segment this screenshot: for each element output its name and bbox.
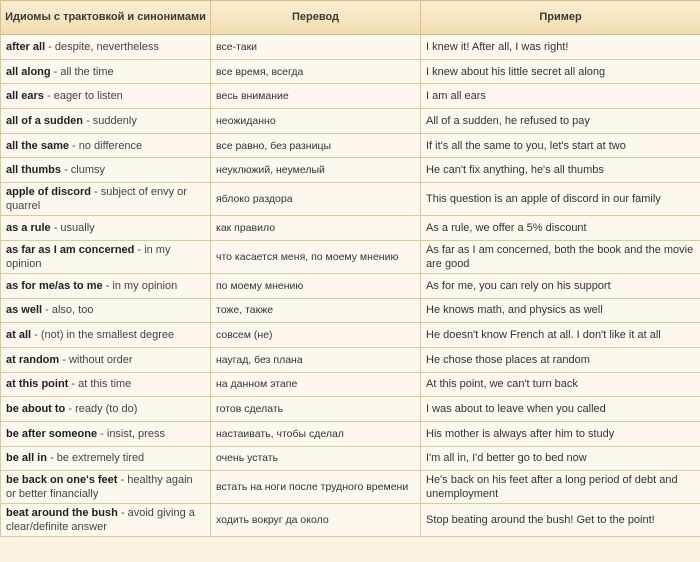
idiom-cell — [1, 471, 211, 504]
idiom-separator: - — [50, 65, 61, 78]
idiom-meaning: usually — [60, 221, 95, 234]
idiom-meaning: all the time — [60, 65, 114, 78]
idiom-text: at random — [6, 353, 60, 366]
idiom-separator: - — [68, 139, 79, 152]
table-row — [1, 133, 700, 158]
example-cell: All of a sudden, he refused to pay — [421, 109, 700, 134]
table-row — [1, 298, 700, 323]
idiom-cell — [1, 504, 211, 537]
idiom-separator: - — [50, 221, 61, 234]
idiom-cell — [1, 158, 211, 183]
idiom-text: as for me/as to me — [6, 279, 103, 292]
idiom-text: be all in — [6, 452, 47, 465]
idiom-separator: - — [117, 507, 128, 520]
translation-cell: все-таки — [211, 35, 421, 60]
table-row — [1, 273, 700, 298]
table-row — [1, 347, 700, 372]
idiom-separator: - — [83, 114, 93, 127]
example-cell: I knew about his little secret all along — [421, 59, 700, 84]
example-cell: I was about to leave when you called — [421, 397, 700, 422]
idiom-text: as far as I am concerned — [6, 243, 135, 256]
table-row — [1, 84, 700, 109]
table-row — [1, 216, 700, 241]
example-cell: He doesn't know French at all. I don't like it at all — [421, 323, 700, 348]
example-cell: He's back on his feet after a long period of debt and unemployment — [421, 471, 700, 504]
idiom-text: as well — [6, 304, 43, 317]
example-cell: As a rule, we offer a 5% discount — [421, 216, 700, 241]
translation-cell: яблоко раздора — [211, 183, 421, 216]
idiom-separator: - — [97, 427, 107, 440]
table-row — [1, 158, 700, 183]
header-idiom: Идиомы с трактовкой и синонимами — [1, 1, 211, 35]
idiom-meaning: subject of envy or quarrel — [6, 186, 187, 213]
idiom-separator: - — [102, 279, 113, 292]
translation-cell: все время, всегда — [211, 59, 421, 84]
idiom-cell — [1, 446, 211, 471]
table-body — [1, 35, 700, 537]
idiom-cell — [1, 59, 211, 84]
idiom-separator: - — [43, 90, 54, 103]
header-row — [1, 1, 700, 35]
idiom-meaning: no difference — [78, 139, 143, 152]
idiom-cell — [1, 298, 211, 323]
translation-cell: совсем (не) — [211, 323, 421, 348]
idiom-text: be about to — [6, 403, 66, 416]
table-row — [1, 446, 700, 471]
idiom-meaning: insist, press — [106, 427, 165, 440]
idiom-separator: - — [61, 164, 71, 177]
idiom-separator: - — [46, 452, 57, 465]
idiom-separator: - — [59, 353, 69, 366]
header-example: Пример — [421, 1, 700, 35]
example-cell: He knows math, and physics as well — [421, 298, 700, 323]
idiom-text: all thumbs — [6, 164, 62, 177]
idiom-meaning: without order — [68, 353, 133, 366]
example-cell: I'm all in, I'd better go to bed now — [421, 446, 700, 471]
table-row — [1, 471, 700, 504]
idiom-separator: - — [42, 304, 52, 317]
table-row — [1, 109, 700, 134]
idiom-meaning: in my opinion — [112, 279, 178, 292]
translation-cell: встать на ноги после трудного времени — [211, 471, 421, 504]
translation-cell: на данном этапе — [211, 372, 421, 397]
translation-cell: очень устать — [211, 446, 421, 471]
idiom-cell — [1, 273, 211, 298]
idiom-separator: - — [45, 40, 55, 53]
translation-cell: весь внимание — [211, 84, 421, 109]
idiom-cell — [1, 133, 211, 158]
example-cell: At this point, we can't turn back — [421, 372, 700, 397]
idiom-cell — [1, 347, 211, 372]
translation-cell: неожиданно — [211, 109, 421, 134]
translation-cell: готов сделать — [211, 397, 421, 422]
translation-cell: настаивать, чтобы сделал — [211, 421, 421, 446]
idiom-text: be after someone — [6, 427, 98, 440]
translation-cell: как правило — [211, 216, 421, 241]
idiom-separator: - — [65, 403, 76, 416]
idiom-meaning: eager to listen — [53, 90, 123, 103]
idiom-cell — [1, 240, 211, 273]
idiom-meaning: avoid giving a clear/definite answer — [6, 507, 195, 534]
idiom-text: at all — [6, 329, 32, 342]
idiom-separator: - — [90, 186, 101, 199]
idiom-meaning: also, too — [51, 304, 94, 317]
idiom-cell — [1, 323, 211, 348]
idiom-cell — [1, 397, 211, 422]
idiom-separator: - — [134, 243, 145, 256]
idiom-meaning: be extremely tired — [56, 452, 145, 465]
idiom-text: all along — [6, 65, 51, 78]
table-row — [1, 504, 700, 537]
idiom-text: as a rule — [6, 221, 51, 234]
example-cell: He chose those places at random — [421, 347, 700, 372]
table-row — [1, 397, 700, 422]
table-row — [1, 240, 700, 273]
idiom-separator: - — [68, 378, 79, 391]
table-row — [1, 183, 700, 216]
translation-cell: что касается меня, по моему мнению — [211, 240, 421, 273]
example-cell: This question is an apple of discord in our family — [421, 183, 700, 216]
example-cell: I knew it! After all, I was right! — [421, 35, 700, 60]
idiom-text: at this point — [6, 378, 69, 391]
idiom-text: all ears — [6, 90, 44, 103]
translation-cell: ходить вокруг да около — [211, 504, 421, 537]
table-row — [1, 59, 700, 84]
idiom-text: all of a sudden — [6, 114, 84, 127]
idiom-text: all the same — [6, 139, 69, 152]
idiom-text: apple of discord — [6, 186, 91, 199]
idiom-cell — [1, 84, 211, 109]
example-cell: As for me, you can rely on his support — [421, 273, 700, 298]
idiom-cell — [1, 421, 211, 446]
translation-cell: по моему мнению — [211, 273, 421, 298]
example-cell: If it's all the same to you, let's start at two — [421, 133, 700, 158]
idiom-meaning: healthy again or better financially — [6, 474, 193, 501]
table-row — [1, 372, 700, 397]
idiom-separator: - — [31, 329, 41, 342]
idiom-text: after all — [6, 40, 46, 53]
idiom-cell — [1, 109, 211, 134]
table-row — [1, 35, 700, 60]
translation-cell: тоже, также — [211, 298, 421, 323]
idiom-cell — [1, 216, 211, 241]
header-translation: Перевод — [211, 1, 421, 35]
idiom-meaning: despite, nevertheless — [54, 40, 159, 53]
example-cell: His mother is always after him to study — [421, 421, 700, 446]
example-cell: As far as I am concerned, both the book and the movie are good — [421, 240, 700, 273]
translation-cell: наугад, без плана — [211, 347, 421, 372]
idiom-meaning: in my opinion — [6, 243, 171, 270]
idiom-meaning: (not) in the smallest degree — [40, 329, 175, 342]
example-cell: I am all ears — [421, 84, 700, 109]
idiom-meaning: ready (to do) — [75, 403, 138, 416]
example-cell: Stop beating around the bush! Get to the point! — [421, 504, 700, 537]
idiom-text: be back on one's feet — [6, 474, 118, 487]
idiom-meaning: suddenly — [92, 114, 137, 127]
idiom-text: beat around the bush — [6, 507, 118, 520]
idiom-separator: - — [117, 474, 128, 487]
idiom-cell — [1, 372, 211, 397]
example-cell: He can't fix anything, he's all thumbs — [421, 158, 700, 183]
translation-cell: все равно, без разницы — [211, 133, 421, 158]
table-row — [1, 323, 700, 348]
translation-cell: неуклюжий, неумелый — [211, 158, 421, 183]
table-row — [1, 421, 700, 446]
idiom-cell — [1, 35, 211, 60]
idiom-meaning: clumsy — [70, 164, 106, 177]
idiom-meaning: at this time — [78, 378, 132, 391]
idiom-cell — [1, 183, 211, 216]
